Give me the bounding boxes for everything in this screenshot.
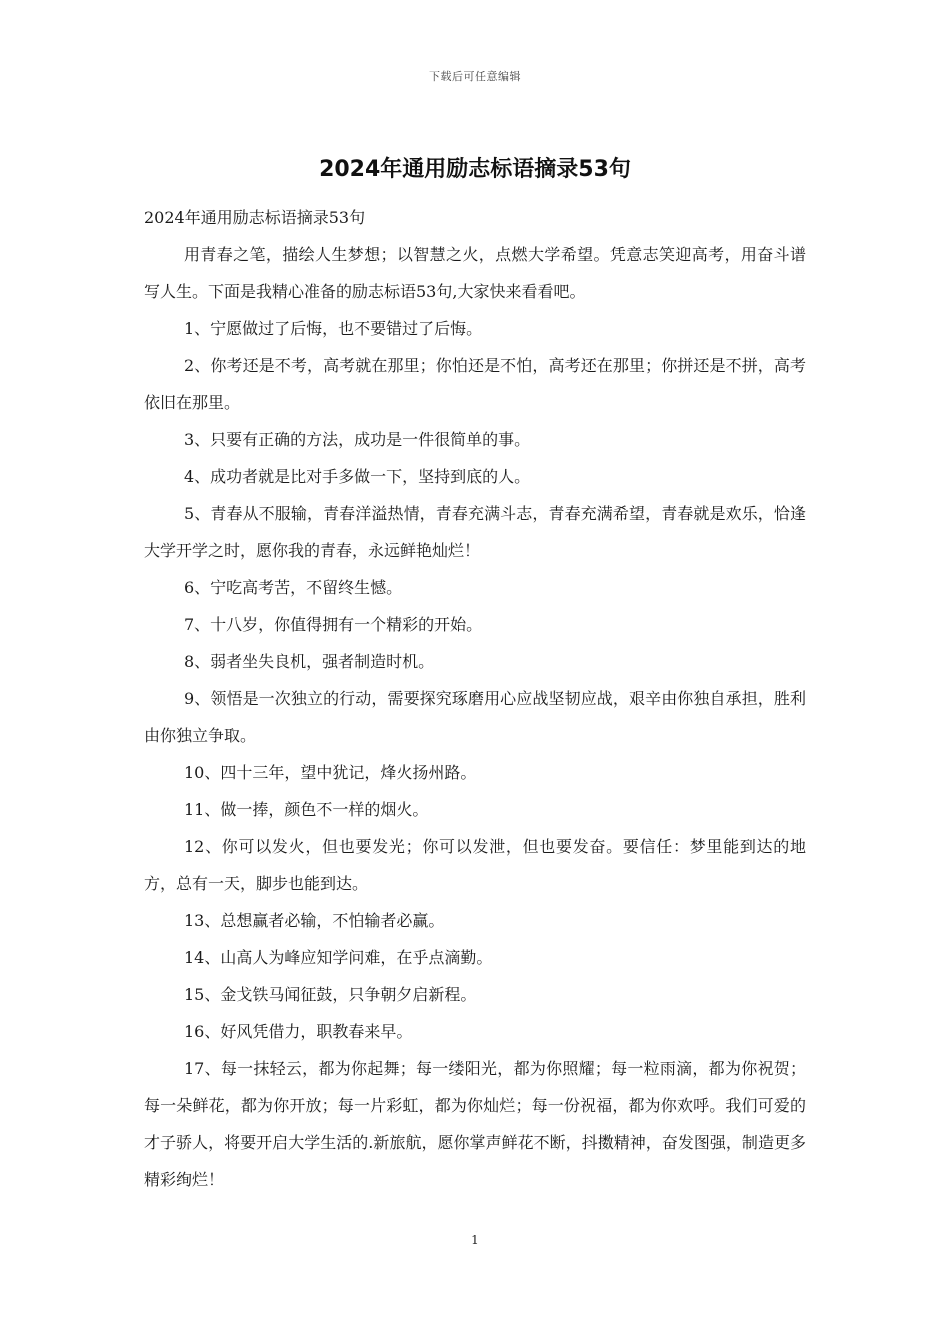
slogan-item: 1、宁愿做过了后悔，也不要错过了后悔。 — [184, 319, 483, 338]
slogan-item: 14、山高人为峰应知学问难，在乎点滴勤。 — [184, 948, 493, 967]
slogan-item: 5、青春从不服输，青春洋溢热情，青春充满斗志，青春充满希望，青春就是欢乐，恰逢大学开学之时，愿你我的青春，永远鲜艳灿烂！ — [144, 504, 806, 560]
slogan-item: 12、你可以发火，但也要发光；你可以发泄，但也要发奋。要信任：梦里能到达的地方，总有一天，脚步也能到达。 — [144, 837, 806, 893]
header-note: 下载后可任意编辑 — [429, 70, 521, 83]
slogan-item: 4、成功者就是比对手多做一下，坚持到底的人。 — [184, 467, 531, 486]
slogan-item: 2、你考还是不考，高考就在那里；你怕还是不怕，高考还在那里；你拼还是不拼，高考依旧在那里。 — [144, 356, 806, 412]
slogan-item: 13、总想赢者必输，不怕输者必赢。 — [184, 911, 445, 930]
slogan-item: 11、做一捧，颜色不一样的烟火。 — [184, 800, 429, 819]
slogan-item: 7、十八岁，你值得拥有一个精彩的开始。 — [184, 615, 483, 634]
intro-paragraph: 用青春之笔，描绘人生梦想；以智慧之火，点燃大学希望。凭意志笑迎高考，用奋斗谱写人生。下面是我精心准备的励志标语53句,大家快来看看吧。 — [144, 245, 806, 301]
slogan-item: 17、每一抹轻云，都为你起舞；每一缕阳光，都为你照耀；每一粒雨滴，都为你祝贺；每一朵鲜花，都为你开放；每一片彩虹，都为你灿烂；每一份祝福，都为你欢呼。我们可爱的才子骄人，将要开启大学生活的.新旅航，愿你掌声鲜花不断，抖擞精神，奋发图强，制造更多精彩绚烂！ — [144, 1059, 806, 1189]
subtitle-line: 2024年通用励志标语摘录53句 — [144, 208, 366, 227]
slogan-item: 3、只要有正确的方法，成功是一件很简单的事。 — [184, 430, 531, 449]
slogan-item: 8、弱者坐失良机，强者制造时机。 — [184, 652, 435, 671]
page-number: 1 — [471, 1233, 479, 1247]
slogan-item: 16、好风凭借力，职教春来早。 — [184, 1022, 413, 1041]
slogan-item: 15、金戈铁马闻征鼓，只争朝夕启新程。 — [184, 985, 477, 1004]
document-title: 2024年通用励志标语摘录53句 — [319, 157, 631, 182]
slogan-item: 6、宁吃高考苦，不留终生憾。 — [184, 578, 403, 597]
slogan-item: 10、四十三年，望中犹记，烽火扬州路。 — [184, 763, 477, 782]
slogan-item: 9、领悟是一次独立的行动，需要探究琢磨用心应战坚韧应战，艰辛由你独自承担，胜利由你独立争取。 — [144, 689, 806, 745]
document-body — [144, 199, 806, 1198]
